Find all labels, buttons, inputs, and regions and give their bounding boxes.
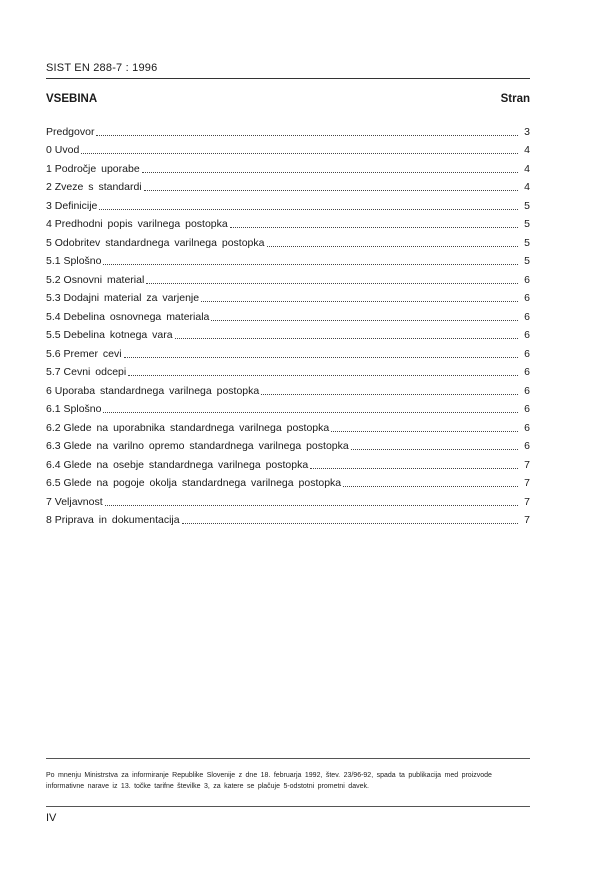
toc-entry-page: 4 [524, 162, 530, 175]
toc-entry [46, 194, 530, 213]
toc-entry-title: Uvod [54, 144, 80, 156]
toc-entry-page: 5 [524, 218, 530, 230]
toc-entry [46, 490, 530, 509]
toc-entry [46, 416, 530, 435]
toc-entry-title: Glede na osebje standardnega varilnega postopka [63, 458, 309, 471]
toc-dot-leader [96, 134, 518, 136]
toc-entry-title: Debelina kotnega vara [63, 329, 173, 341]
toc-entry-page: 6 [524, 440, 530, 452]
toc-entry-number: 5.4 [46, 310, 61, 323]
toc-entry-number: 6 [46, 384, 52, 397]
toc-entry [46, 342, 530, 361]
toc-entry-number: 5.1 [46, 255, 61, 267]
toc-entry-number: 6.2 [46, 421, 61, 434]
toc-entry-title: Debelina osnovnega materiala [63, 310, 210, 323]
toc-entry-number: 5.6 [46, 347, 61, 360]
toc-entry-number: 5 [46, 236, 52, 249]
toc-dot-leader [230, 226, 518, 228]
toc-entry-page: 4 [524, 181, 530, 193]
page-number: IV [46, 812, 57, 824]
toc-entry-title: Uporaba standardnega varilnega postopka [54, 384, 260, 397]
toc-dot-leader [146, 282, 518, 284]
toc-dot-leader [99, 208, 518, 210]
toc-dot-leader [81, 152, 518, 154]
toc-entry-page: 6 [524, 403, 530, 415]
toc-entry-page: 5 [524, 255, 530, 267]
toc-entry-number: 6.3 [46, 440, 61, 452]
toc-entry [46, 398, 530, 417]
toc-entry-number: 6.5 [46, 477, 61, 489]
toc-entry-title: Predhodni popis varilnega postopka [54, 218, 228, 230]
toc-dot-leader [310, 467, 518, 469]
toc-entry [46, 509, 530, 528]
toc-entry-number: 2 [46, 181, 52, 193]
toc-entry-title: Odobritev standardnega varilnega postopka [54, 236, 265, 249]
toc-entry-page: 7 [524, 495, 530, 508]
toc-dot-leader [343, 485, 518, 487]
toc-entry-title: Definicije [54, 199, 98, 212]
document-id: SIST EN 288-7 : 1996 [46, 62, 158, 74]
toc-dot-leader [124, 356, 518, 358]
toc-dot-leader [201, 300, 518, 302]
toc-dot-leader [142, 171, 518, 173]
toc-entry-page: 6 [524, 347, 530, 360]
toc-dot-leader [331, 430, 518, 432]
toc-title: VSEBINA [46, 93, 98, 105]
toc-entry [46, 379, 530, 398]
toc-dot-leader [175, 337, 518, 339]
toc-entry [46, 176, 530, 195]
toc-entry [46, 472, 530, 491]
toc-entry [46, 305, 530, 324]
toc-entry-number: 5.5 [46, 329, 61, 341]
toc-entry [46, 231, 530, 250]
toc-entry-number: 6.4 [46, 458, 61, 471]
toc-entry-number: 5.2 [46, 273, 61, 286]
toc-dot-leader [103, 263, 518, 265]
toc-entry-title: Veljavnost [54, 495, 103, 508]
toc-entry-page: 3 [524, 125, 530, 138]
toc-entry [46, 157, 530, 176]
toc-entry-page: 7 [524, 514, 530, 526]
toc-entry-title: Priprava in dokumentacija [54, 514, 180, 526]
toc-entry-title: Glede na varilno opremo standardnega varilnega postopka [63, 440, 349, 452]
toc-entry [46, 213, 530, 232]
toc-entry-page: 7 [524, 458, 530, 471]
toc-entry-title: Osnovni material [63, 273, 145, 286]
toc-entry-title: Splošno [63, 403, 102, 415]
toc-entry-title: Zveze s standardi [54, 181, 142, 193]
toc-entry-page: 6 [524, 273, 530, 286]
toc-entry [46, 435, 530, 454]
toc-entry [46, 453, 530, 472]
toc-page-column-label: Stran [500, 93, 530, 105]
toc-entry-number: 1 [46, 162, 52, 175]
toc-entry-page: 5 [524, 199, 530, 212]
toc-entry-number: 8 [46, 514, 52, 526]
toc-entry-page: 6 [524, 421, 530, 434]
toc-dot-leader [105, 504, 518, 506]
toc-entry-page: 5 [524, 236, 530, 249]
toc-entry [46, 120, 530, 139]
toc-entry-page: 7 [524, 477, 530, 489]
toc-dot-leader [144, 189, 518, 191]
toc-entry-title: Dodajni material za varjenje [63, 292, 200, 304]
toc-entry-number: 7 [46, 495, 52, 508]
toc-entry-title: Glede na pogoje okolja standardnega varilnega postopka [63, 477, 342, 489]
toc-entry [46, 268, 530, 287]
toc-entry-number: 4 [46, 218, 52, 230]
toc-entry-page: 6 [524, 329, 530, 341]
toc-entry [46, 287, 530, 306]
toc-dot-leader [182, 522, 518, 524]
toc-entry [46, 139, 530, 158]
toc-dot-leader [211, 319, 518, 321]
toc-entry-page: 6 [524, 310, 530, 323]
footer-divider [46, 806, 530, 807]
toc-entry-page: 6 [524, 292, 530, 304]
toc-entry-title: Cevni odcepi [63, 366, 127, 378]
toc-entry [46, 250, 530, 269]
toc-entry-page: 6 [524, 384, 530, 397]
toc-heading-row [46, 93, 530, 105]
footnote: Po mnenju Ministrstva za informiranje Republike Slovenije z dne 18. februarja 1992, štev. 23/96-92, spada ta publikacija med proizvode informativne narave iz 13. točke tarifne številke 3, za katere se plačuje 5-odstotni prometni davek. [46, 772, 492, 790]
toc-entry [46, 324, 530, 343]
toc-dot-leader [103, 411, 518, 413]
toc-entry-number: 6.1 [46, 403, 61, 415]
toc-dot-leader [261, 393, 518, 395]
toc-entry-number: 5.7 [46, 366, 61, 378]
footnote-divider [46, 758, 530, 759]
toc-entry-title: Splošno [63, 255, 102, 267]
toc-entry-page: 4 [524, 144, 530, 156]
toc-dot-leader [128, 374, 518, 376]
toc-entry-title: Premer cevi [63, 347, 122, 360]
header-divider [46, 78, 530, 79]
toc-entry-title: Glede na uporabnika standardnega varilnega postopka [63, 421, 330, 434]
table-of-contents [46, 120, 530, 527]
toc-entry-number: 5.3 [46, 292, 61, 304]
toc-entry-number: 0 [46, 144, 52, 156]
toc-dot-leader [267, 245, 519, 247]
toc-entry-number: 3 [46, 199, 52, 212]
toc-entry [46, 361, 530, 380]
toc-entry-title: Področje uporabe [54, 162, 140, 175]
toc-dot-leader [351, 448, 518, 450]
toc-entry-page: 6 [524, 366, 530, 378]
toc-entry-title: Predgovor [46, 125, 95, 138]
